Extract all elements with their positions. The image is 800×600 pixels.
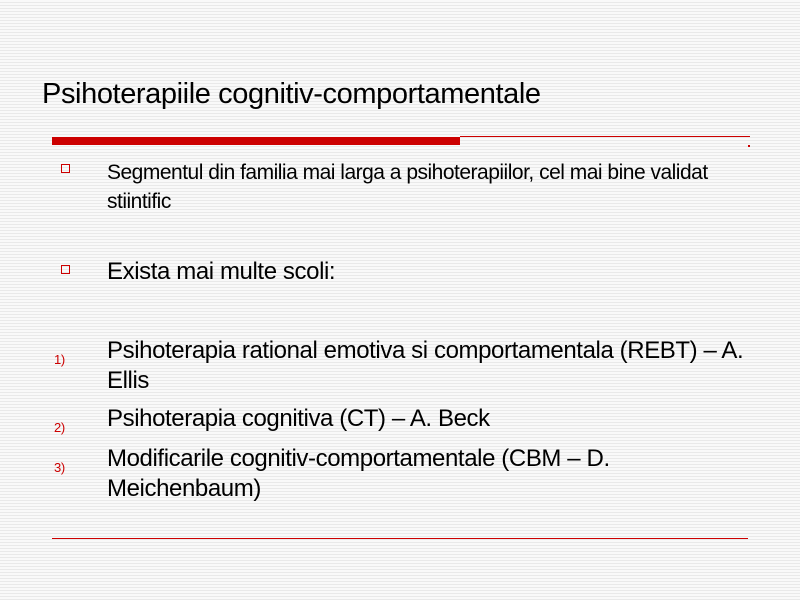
slide-title: Psihoterapiile cognitiv-comportamentale [42,78,541,110]
bullet-item [107,257,747,287]
list-number: 1) [54,352,65,367]
list-number: 3) [54,460,65,475]
square-outline-icon [61,265,70,274]
numbered-item [54,444,747,504]
numbered-item [54,404,747,435]
square-outline-icon [61,164,70,173]
numbered-text: Psihoterapia cognitiva (CT) – A. Beck [107,405,490,432]
numbered-text: Modificarile cognitiv-comportamentale (CBM – D. Meichenbaum) [107,445,610,502]
bullet-text: Exista mai multe scoli: [107,258,336,285]
numbered-item [54,336,747,396]
numbered-text: Psihoterapia rational emotiva si comportamentala (REBT) – A. Ellis [107,337,744,394]
footer-divider [52,538,748,539]
bullet-text: Segmentul din familia mai larga a psihoterapiilor, cel mai bine validat stiintific [107,161,708,213]
bullet-item [107,158,747,216]
list-number: 2) [54,420,65,435]
